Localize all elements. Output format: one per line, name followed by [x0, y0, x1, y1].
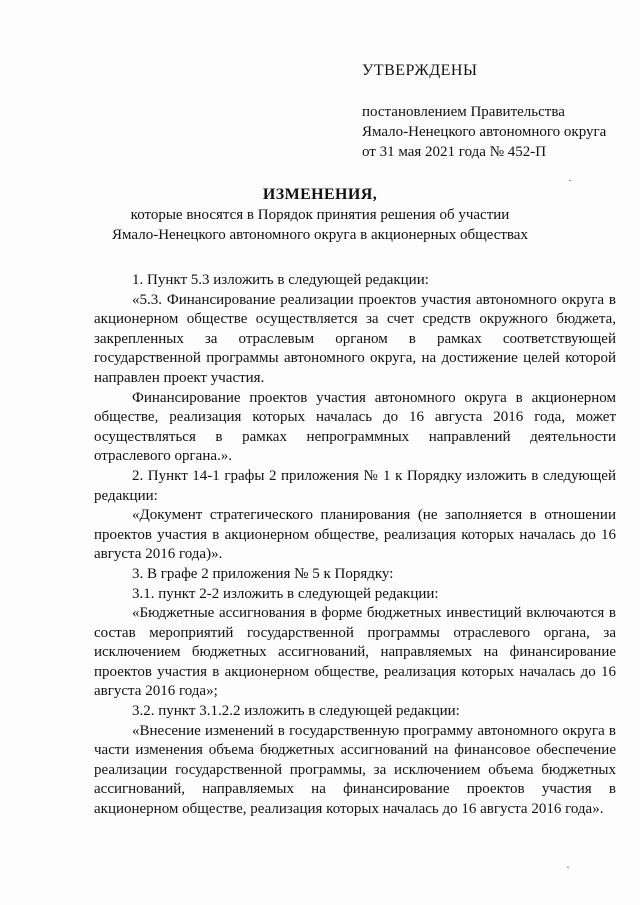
approval-line-3: от 31 мая 2021 года № 452-П	[362, 144, 547, 160]
paragraph: 3.1. пункт 2-2 изложить в следующей редакции:	[132, 585, 439, 602]
paragraph: «Бюджетные ассигнования в форме бюджетных инвестиций включаются в состав мероприятий государственной программы отраслевого органа, за исключением бюджетных ассигнований, направляемых на финансирование проектов участия в акционерном обществе, реализация которых началась до 16 августа 2016 года»;	[94, 605, 616, 700]
scan-speck: ·	[566, 860, 570, 874]
paragraph: 3.2. пункт 3.1.2.2 изложить в следующей редакции:	[132, 703, 460, 720]
scan-speck: ·	[568, 173, 572, 187]
approval-line-1: постановлением Правительства	[362, 104, 565, 120]
paragraph: 3. В графе 2 приложения № 5 к Порядку:	[132, 565, 394, 582]
paragraph: 1. Пункт 5.3 изложить в следующей редакции:	[132, 272, 429, 288]
approval-block	[362, 62, 622, 162]
paragraph: «5.3. Финансирование реализации проектов участия автономного округа в акционерном обществе осуществляется за счет средств окружного бюджета, закрепленных за отраслевым органом в рамках соответствующей государственной программы автономного округа, на достижение целей которой направлен проект участия.	[94, 291, 616, 386]
subtitle-line-2: Ямало-Ненецкого автономного округа в акционерных обществах	[112, 227, 528, 243]
paragraph: Финансирование проектов участия автономного округа в акционерном обществе, реализация которых началась до 16 августа 2016 года, может осуществляться в рамках непрограммных направлений деятельности отраслевого органа.».	[94, 389, 616, 465]
paragraph: 2. Пункт 14-1 графы 2 приложения № 1 к Порядку изложить в следующей редакции:	[94, 467, 616, 504]
paragraph: «Внесение изменений в государственную программу автономного округа в части изменения объема бюджетных ассигнований на финансовое обеспечение реализации государственной программы, за исключением объема бюджетных ассигнований, направляемых на финансирование проектов участия в акционерном обществе, реализация которых началась до 16 августа 2016 года».	[94, 722, 616, 818]
approval-title: УТВЕРЖДЕНЫ	[362, 62, 478, 79]
document-subtitle	[0, 205, 640, 245]
approval-line-2: Ямало-Ненецкого автономного округа	[362, 124, 607, 140]
document-body	[94, 271, 616, 820]
paragraph: «Документ стратегического планирования (не заполняется в отношении проектов участия в акционерном обществе, реализация которых началась до 16 августа 2016 года)».	[94, 507, 616, 563]
subtitle-line-1: которые вносятся в Порядок принятия решения об участии	[130, 207, 510, 223]
document-title: ИЗМЕНЕНИЯ,	[262, 186, 378, 203]
